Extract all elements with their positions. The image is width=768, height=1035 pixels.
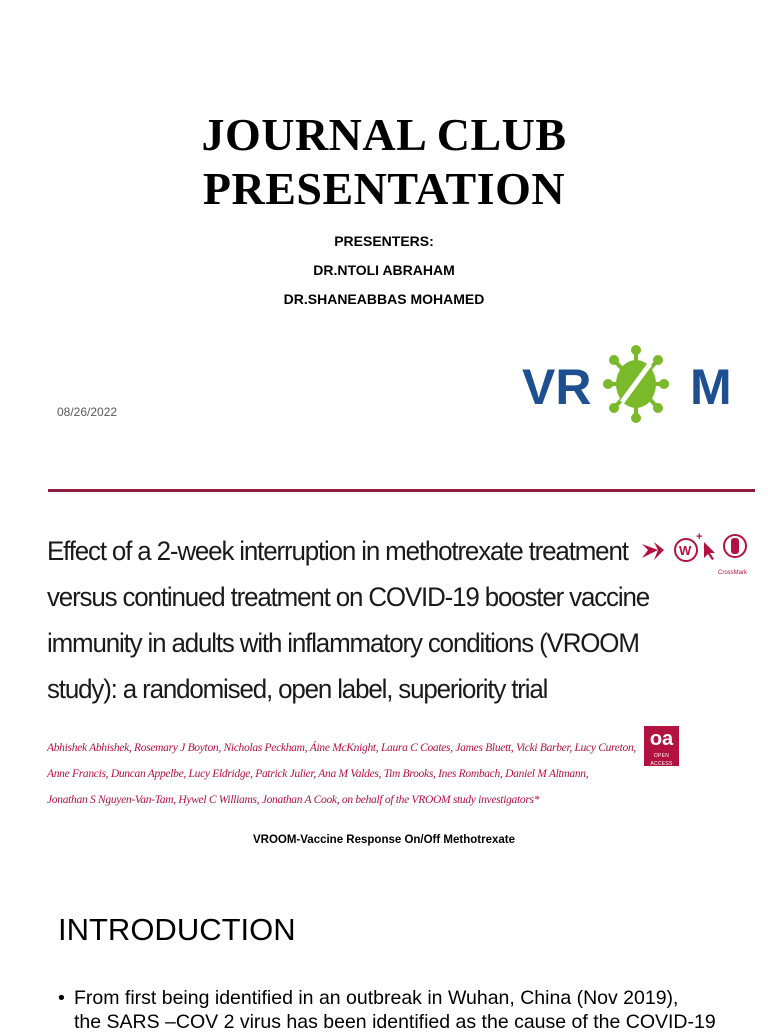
- paper-title: [47, 528, 649, 712]
- presenters-block: [0, 230, 768, 317]
- presentation-title: [0, 108, 768, 216]
- bullet-text-line-2: the SARS –COV 2 virus has been identified as the cause of the COVID-19: [74, 1011, 716, 1033]
- svg-text:+: +: [696, 531, 703, 543]
- crossmark-icon: [724, 535, 746, 557]
- title-slide: [0, 0, 768, 488]
- logo-text-m: M: [690, 359, 732, 415]
- title-line-1: JOURNAL CLUB: [201, 109, 567, 160]
- presenter-2: DR.SHANEABBAS MOHAMED: [283, 291, 485, 307]
- open-access-badge: [644, 726, 679, 766]
- author-line: Abhishek Abhishek, Rosemary J Boyton, Nicholas Peckham, Áine McKnight, Laura C Coates, James Bluett, Vicki Barber, Lucy Cureton,: [47, 742, 636, 754]
- intro-heading: INTRODUCTION: [58, 912, 296, 947]
- journal-badges: [640, 526, 760, 576]
- vroom-logo: [518, 338, 754, 426]
- virus-icon: [603, 345, 669, 423]
- paper-title-line: study): a randomised, open label, superiority trial: [47, 674, 548, 704]
- presenter-1: DR.NTOLI ABRAHAM: [313, 262, 455, 278]
- paper-title-line: Effect of a 2-week interruption in methotrexate treatment: [47, 536, 628, 566]
- author-list: [47, 735, 636, 813]
- title-line-2: PRESENTATION: [202, 163, 566, 214]
- presenters-label: PRESENTERS:: [334, 233, 434, 249]
- logo-text-vr: VR: [522, 359, 592, 415]
- slide-date: 08/26/2022: [57, 405, 118, 419]
- crossmark-label: CrossMark: [718, 570, 748, 576]
- paper-title-line: versus continued treatment on COVID-19 booster vaccine: [47, 582, 649, 612]
- web-icon: [675, 531, 702, 561]
- author-line: Anne Francis, Duncan Appelbe, Lucy Eldridge, Patrick Julier, Ana M Valdes, Tim Brooks, Ines Rombach, Daniel M Altmann,: [47, 768, 589, 780]
- paper-title-line: immunity in adults with inflammatory conditions (VROOM: [47, 628, 639, 658]
- section-divider: [48, 489, 755, 492]
- author-line: Jonathan S Nguyen-Van-Tam, Hywel C Williams, Jonathan A Cook, on behalf of the VROOM study investigators*: [47, 794, 540, 806]
- cursor-icon: [704, 542, 715, 560]
- bird-icon: [642, 542, 664, 560]
- vroom-acronym: VROOM-Vaccine Response On/Off Methotrexate: [252, 834, 515, 846]
- bullet-text-line-1: From first being identified in an outbreak in Wuhan, China (Nov 2019),: [74, 987, 679, 1009]
- oa-subtext: OPEN ACCESS: [650, 753, 673, 767]
- oa-text: oa: [649, 728, 674, 750]
- bullet-dot: •: [58, 987, 65, 1009]
- svg-text:W: W: [679, 543, 692, 558]
